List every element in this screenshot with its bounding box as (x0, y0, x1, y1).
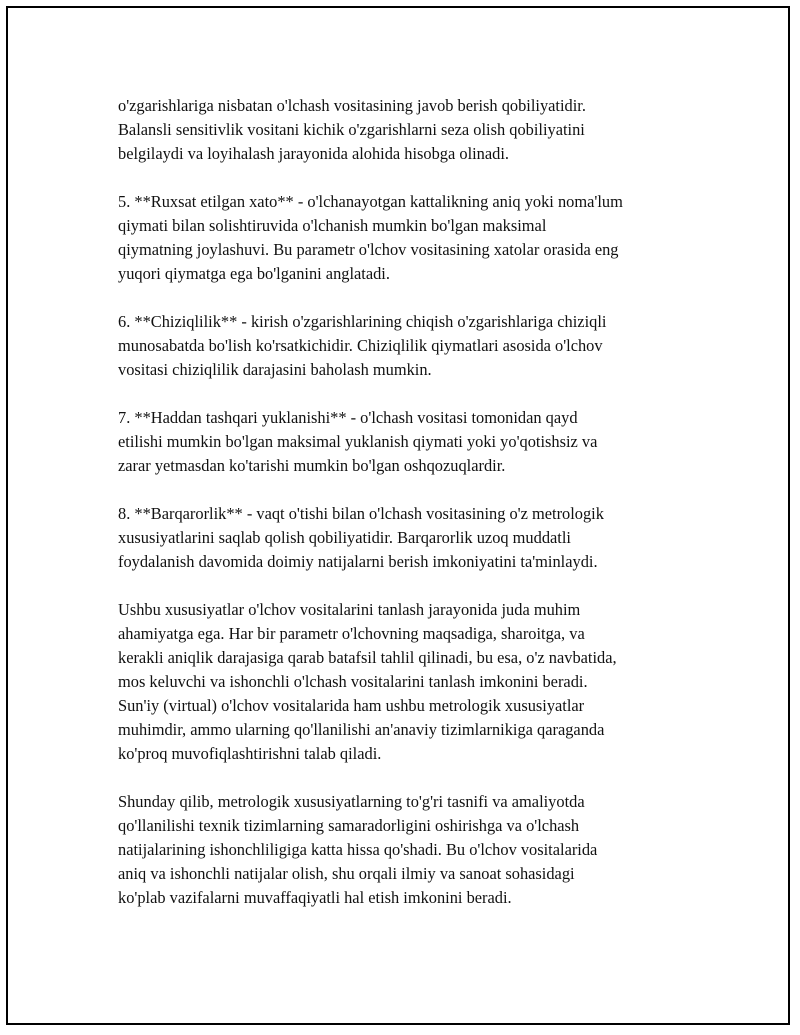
text-line: aniq va ishonchli natijalar olish, shu orqali ilmiy va sanoat sohasidagi (118, 864, 575, 883)
paragraph-overload (118, 406, 688, 478)
text-line: o'zgarishlariga nisbatan o'lchash vositasining javob berish qobiliyatidir. (118, 96, 586, 115)
text-line: zarar yetmasdan ko'tarishi mumkin bo'lgan oshqozuqlardir. (118, 456, 506, 475)
text-line: qiymati bilan solishtiruvida o'lchanish mumkin bo'lgan maksimal (118, 216, 547, 235)
text-line: qo'llanilishi texnik tizimlarning samaradorligini oshirishga va o'lchash (118, 816, 580, 835)
text-line: Balansli sensitivlik vositani kichik o'zgarishlarni seza olish qobiliyatini (118, 120, 585, 139)
paragraph-sensitivity (118, 94, 688, 166)
text-line: 7. **Haddan tashqari yuklanishi** - o'lchash vositasi tomonidan qayd (118, 408, 578, 427)
paragraph-permissible-error (118, 190, 688, 286)
text-line: yuqori qiymatga ega bo'lganini anglatadi. (118, 264, 390, 283)
text-line: munosabatda bo'lish ko'rsatkichidir. Chiziqlilik qiymatlari asosida o'lchov (118, 336, 603, 355)
text-line: mos keluvchi va ishonchli o'lchash vositalarini tanlash imkonini beradi. (118, 672, 588, 691)
document-body (118, 94, 688, 934)
text-line: Ushbu xususiyatlar o'lchov vositalarini tanlash jarayonida juda muhim (118, 600, 581, 619)
text-line: vositasi chiziqlilik darajasini baholash mumkin. (118, 360, 432, 379)
text-line: natijalarining ishonchliligiga katta hissa qo'shadi. Bu o'lchov vositalarida (118, 840, 598, 859)
text-line: 6. **Chiziqlilik** - kirish o'zgarishlarining chiqish o'zgarishlariga chiziqli (118, 312, 607, 331)
text-line: etilishi mumkin bo'lgan maksimal yuklanish qiymati yoki yo'qotishsiz va (118, 432, 598, 451)
paragraph-conclusion (118, 790, 688, 910)
text-line: 8. **Barqarorlik** - vaqt o'tishi bilan o'lchash vositasining o'z metrologik (118, 504, 604, 523)
paragraph-selection-importance (118, 598, 688, 766)
text-line: qiymatning joylashuvi. Bu parametr o'lchov vositasining xatolar orasida eng (118, 240, 619, 259)
paragraph-stability (118, 502, 688, 574)
text-line: foydalanish davomida doimiy natijalarni berish imkoniyatini ta'minlaydi. (118, 552, 598, 571)
paragraph-linearity (118, 310, 688, 382)
text-line: Sun'iy (virtual) o'lchov vositalarida ham ushbu metrologik xususiyatlar (118, 696, 585, 715)
text-line: kerakli aniqlik darajasiga qarab batafsil tahlil qilinadi, bu esa, o'z navbatida, (118, 648, 617, 667)
text-line: ko'proq muvofiqlashtirishni talab qiladi. (118, 744, 382, 763)
text-line: ahamiyatga ega. Har bir parametr o'lchovning maqsadiga, sharoitga, va (118, 624, 585, 643)
text-line: Shunday qilib, metrologik xususiyatlarning to'g'ri tasnifi va amaliyotda (118, 792, 585, 811)
text-line: 5. **Ruxsat etilgan xato** - o'lchanayotgan kattalikning aniq yoki noma'lum (118, 192, 623, 211)
text-line: muhimdir, ammo ularning qo'llanilishi an'anaviy tizimlarnikiga qaraganda (118, 720, 605, 739)
text-line: belgilaydi va loyihalash jarayonida alohida hisobga olinadi. (118, 144, 509, 163)
text-line: ko'plab vazifalarni muvaffaqiyatli hal etish imkonini beradi. (118, 888, 512, 907)
text-line: xususiyatlarini saqlab qolish qobiliyatidir. Barqarorlik uzoq muddatli (118, 528, 571, 547)
